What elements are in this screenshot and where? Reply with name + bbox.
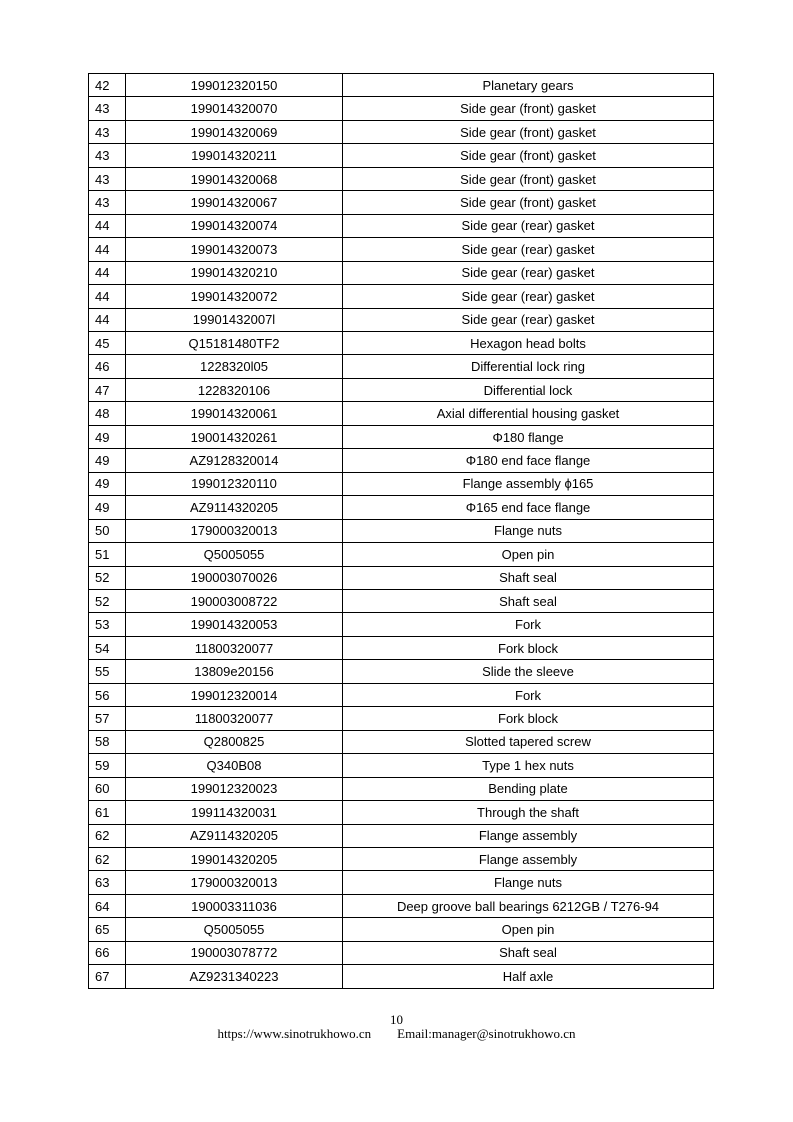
part-number-cell: 190003070026 xyxy=(126,566,343,589)
table-row xyxy=(89,730,714,753)
table-row xyxy=(89,308,714,331)
table-row xyxy=(89,824,714,847)
part-number-cell: 19901432007l xyxy=(126,308,343,331)
part-number-cell: 190014320261 xyxy=(126,425,343,448)
part-name-cell: Planetary gears xyxy=(343,74,714,97)
part-number-cell: Q5005055 xyxy=(126,918,343,941)
table-row xyxy=(89,871,714,894)
part-name-cell: Fork xyxy=(343,613,714,636)
row-index-cell: 46 xyxy=(89,355,126,378)
parts-table xyxy=(88,73,714,989)
part-number-cell: 199014320210 xyxy=(126,261,343,284)
row-index-cell: 54 xyxy=(89,636,126,659)
row-index-cell: 55 xyxy=(89,660,126,683)
table-row xyxy=(89,660,714,683)
part-number-cell: 199014320072 xyxy=(126,285,343,308)
row-index-cell: 65 xyxy=(89,918,126,941)
part-name-cell: Hexagon head bolts xyxy=(343,331,714,354)
row-index-cell: 43 xyxy=(89,144,126,167)
row-index-cell: 60 xyxy=(89,777,126,800)
part-name-cell: Shaft seal xyxy=(343,941,714,964)
part-name-cell: Side gear (front) gasket xyxy=(343,144,714,167)
part-name-cell: Differential lock xyxy=(343,378,714,401)
row-index-cell: 63 xyxy=(89,871,126,894)
table-row xyxy=(89,120,714,143)
part-name-cell: Open pin xyxy=(343,918,714,941)
row-index-cell: 44 xyxy=(89,238,126,261)
table-row xyxy=(89,378,714,401)
row-index-cell: 56 xyxy=(89,683,126,706)
table-row xyxy=(89,754,714,777)
table-row xyxy=(89,519,714,542)
part-name-cell: Open pin xyxy=(343,543,714,566)
table-row xyxy=(89,97,714,120)
part-number-cell: 199014320069 xyxy=(126,120,343,143)
part-name-cell: Slotted tapered screw xyxy=(343,730,714,753)
table-row xyxy=(89,449,714,472)
row-index-cell: 44 xyxy=(89,285,126,308)
part-name-cell: Axial differential housing gasket xyxy=(343,402,714,425)
part-name-cell: Side gear (front) gasket xyxy=(343,97,714,120)
part-name-cell: Side gear (front) gasket xyxy=(343,167,714,190)
table-row xyxy=(89,402,714,425)
table-row xyxy=(89,847,714,870)
part-name-cell: Slide the sleeve xyxy=(343,660,714,683)
part-name-cell: Flange nuts xyxy=(343,871,714,894)
table-row xyxy=(89,636,714,659)
footer-contact xyxy=(0,1026,793,1042)
part-name-cell: Side gear (front) gasket xyxy=(343,120,714,143)
table-row xyxy=(89,918,714,941)
footer-email-link[interactable]: Email:manager@sinotrukhowo.cn xyxy=(397,1026,576,1041)
part-name-cell: Through the shaft xyxy=(343,801,714,824)
table-row xyxy=(89,965,714,988)
row-index-cell: 52 xyxy=(89,589,126,612)
part-number-cell: 199014320061 xyxy=(126,402,343,425)
table-row xyxy=(89,331,714,354)
row-index-cell: 45 xyxy=(89,331,126,354)
table-row xyxy=(89,74,714,97)
part-name-cell: Φ165 end face flange xyxy=(343,496,714,519)
part-number-cell: 199014320073 xyxy=(126,238,343,261)
row-index-cell: 49 xyxy=(89,472,126,495)
row-index-cell: 67 xyxy=(89,965,126,988)
part-number-cell: 199014320053 xyxy=(126,613,343,636)
row-index-cell: 44 xyxy=(89,308,126,331)
table-row xyxy=(89,613,714,636)
part-number-cell: 199014320067 xyxy=(126,191,343,214)
row-index-cell: 52 xyxy=(89,566,126,589)
row-index-cell: 50 xyxy=(89,519,126,542)
table-row xyxy=(89,261,714,284)
table-row xyxy=(89,589,714,612)
part-number-cell: 199012320023 xyxy=(126,777,343,800)
part-number-cell: 199014320205 xyxy=(126,847,343,870)
row-index-cell: 59 xyxy=(89,754,126,777)
part-name-cell: Φ180 flange xyxy=(343,425,714,448)
table-row xyxy=(89,167,714,190)
part-name-cell: Side gear (rear) gasket xyxy=(343,285,714,308)
part-number-cell: 1228320l05 xyxy=(126,355,343,378)
part-number-cell: 11800320077 xyxy=(126,636,343,659)
part-number-cell: 199014320068 xyxy=(126,167,343,190)
part-number-cell: 1228320106 xyxy=(126,378,343,401)
part-name-cell: Fork xyxy=(343,683,714,706)
table-row xyxy=(89,425,714,448)
part-number-cell: AZ9114320205 xyxy=(126,824,343,847)
table-row xyxy=(89,472,714,495)
table-row xyxy=(89,777,714,800)
row-index-cell: 61 xyxy=(89,801,126,824)
row-index-cell: 64 xyxy=(89,894,126,917)
part-name-cell: Flange assembly xyxy=(343,847,714,870)
row-index-cell: 48 xyxy=(89,402,126,425)
table-row xyxy=(89,355,714,378)
part-number-cell: 190003008722 xyxy=(126,589,343,612)
part-name-cell: Side gear (rear) gasket xyxy=(343,308,714,331)
part-number-cell: 199014320074 xyxy=(126,214,343,237)
part-name-cell: Deep groove ball bearings 6212GB / T276-94 xyxy=(343,894,714,917)
table-row xyxy=(89,707,714,730)
parts-table-body xyxy=(89,74,714,989)
row-index-cell: 43 xyxy=(89,191,126,214)
part-name-cell: Side gear (front) gasket xyxy=(343,191,714,214)
table-row xyxy=(89,496,714,519)
part-number-cell: 199014320070 xyxy=(126,97,343,120)
table-row xyxy=(89,566,714,589)
part-number-cell: 199012320110 xyxy=(126,472,343,495)
part-name-cell: Half axle xyxy=(343,965,714,988)
part-name-cell: Flange assembly xyxy=(343,824,714,847)
part-number-cell: Q15181480TF2 xyxy=(126,331,343,354)
table-row xyxy=(89,191,714,214)
part-name-cell: Flange nuts xyxy=(343,519,714,542)
page-number: 10 xyxy=(390,1012,403,1027)
table-row xyxy=(89,214,714,237)
part-number-cell: 11800320077 xyxy=(126,707,343,730)
row-index-cell: 49 xyxy=(89,496,126,519)
part-name-cell: Differential lock ring xyxy=(343,355,714,378)
part-number-cell: 190003311036 xyxy=(126,894,343,917)
part-number-cell: 190003078772 xyxy=(126,941,343,964)
part-name-cell: Shaft seal xyxy=(343,566,714,589)
part-name-cell: Φ180 end face flange xyxy=(343,449,714,472)
part-number-cell: 13809e20156 xyxy=(126,660,343,683)
part-number-cell: Q2800825 xyxy=(126,730,343,753)
part-name-cell: Shaft seal xyxy=(343,589,714,612)
row-index-cell: 44 xyxy=(89,214,126,237)
part-number-cell: 199012320014 xyxy=(126,683,343,706)
table-row xyxy=(89,801,714,824)
row-index-cell: 57 xyxy=(89,707,126,730)
part-number-cell: 199014320211 xyxy=(126,144,343,167)
part-name-cell: Side gear (rear) gasket xyxy=(343,214,714,237)
row-index-cell: 66 xyxy=(89,941,126,964)
part-number-cell: 179000320013 xyxy=(126,519,343,542)
table-row xyxy=(89,144,714,167)
table-row xyxy=(89,894,714,917)
part-name-cell: Side gear (rear) gasket xyxy=(343,238,714,261)
table-row xyxy=(89,683,714,706)
row-index-cell: 53 xyxy=(89,613,126,636)
table-row xyxy=(89,941,714,964)
row-index-cell: 58 xyxy=(89,730,126,753)
part-number-cell: 199012320150 xyxy=(126,74,343,97)
table-row xyxy=(89,543,714,566)
part-name-cell: Bending plate xyxy=(343,777,714,800)
part-number-cell: AZ9231340223 xyxy=(126,965,343,988)
footer-website-link[interactable]: https://www.sinotrukhowo.cn xyxy=(217,1026,372,1041)
part-name-cell: Type 1 hex nuts xyxy=(343,754,714,777)
row-index-cell: 47 xyxy=(89,378,126,401)
row-index-cell: 49 xyxy=(89,449,126,472)
part-number-cell: 199114320031 xyxy=(126,801,343,824)
part-name-cell: Fork block xyxy=(343,707,714,730)
row-index-cell: 62 xyxy=(89,847,126,870)
table-row xyxy=(89,238,714,261)
row-index-cell: 49 xyxy=(89,425,126,448)
row-index-cell: 62 xyxy=(89,824,126,847)
part-number-cell: Q5005055 xyxy=(126,543,343,566)
row-index-cell: 43 xyxy=(89,97,126,120)
part-name-cell: Flange assembly ϕ165 xyxy=(343,472,714,495)
row-index-cell: 42 xyxy=(89,74,126,97)
part-name-cell: Side gear (rear) gasket xyxy=(343,261,714,284)
row-index-cell: 43 xyxy=(89,167,126,190)
part-number-cell: AZ9128320014 xyxy=(126,449,343,472)
row-index-cell: 43 xyxy=(89,120,126,143)
part-name-cell: Fork block xyxy=(343,636,714,659)
row-index-cell: 44 xyxy=(89,261,126,284)
part-number-cell: AZ9114320205 xyxy=(126,496,343,519)
row-index-cell: 51 xyxy=(89,543,126,566)
table-row xyxy=(89,285,714,308)
part-number-cell: Q340B08 xyxy=(126,754,343,777)
part-number-cell: 179000320013 xyxy=(126,871,343,894)
